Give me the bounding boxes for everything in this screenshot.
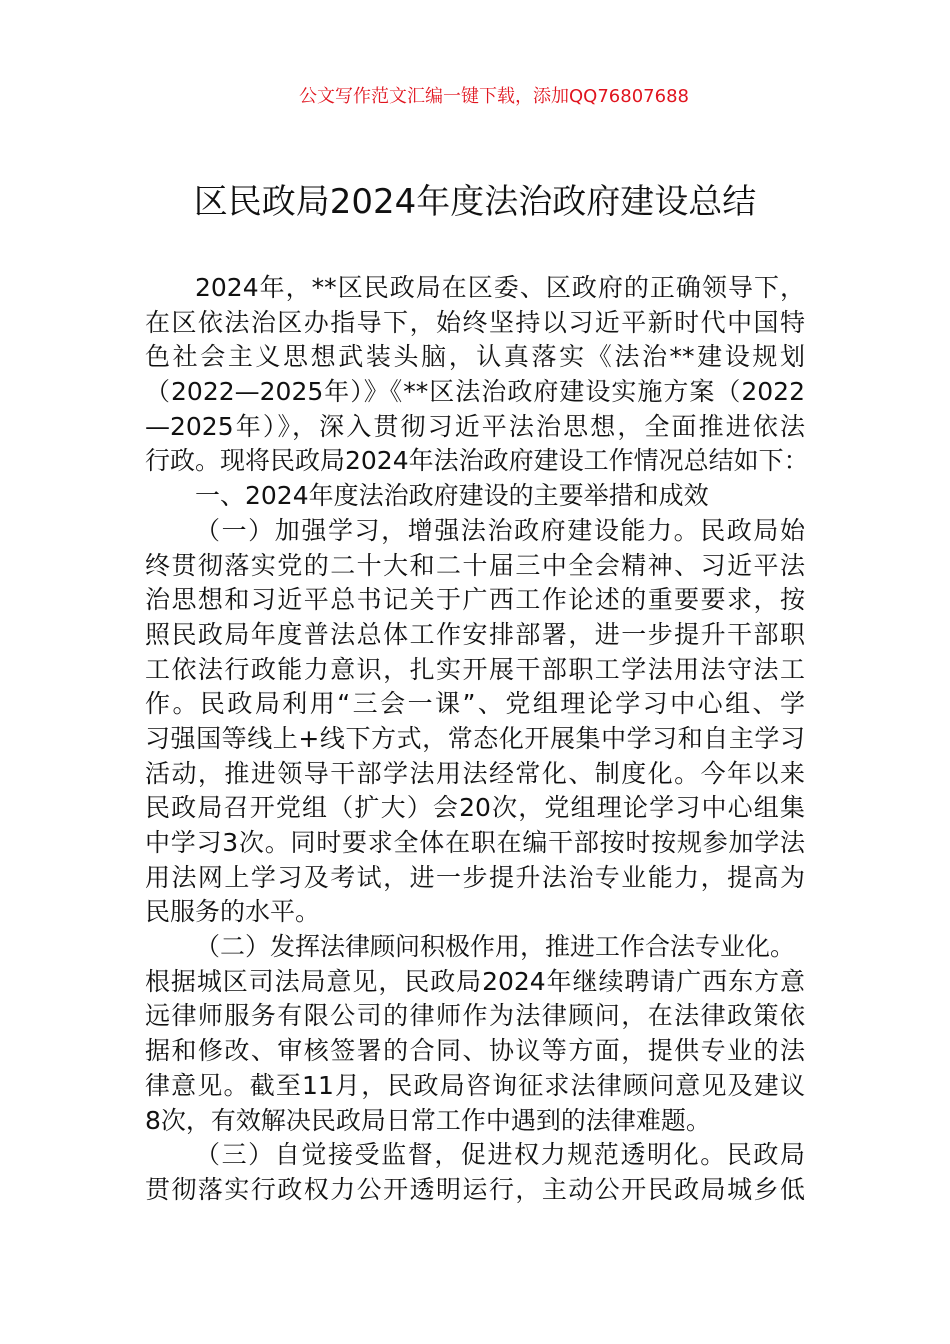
text-line: 用法网上学习及考试，进一步提升法治专业能力，提高为 [145,862,805,892]
paragraph [145,1138,805,1207]
text-line: 律意见。截至11月，民政局咨询征求法律顾问意见及建议 [145,1070,805,1100]
document-body [145,271,809,1208]
paragraph [145,514,805,930]
text-line: 8次，有效解决民政局日常工作中遇到的法律难题。 [145,1105,711,1135]
text-line: 治思想和习近平总书记关于广西工作论述的重要要求，按 [145,585,805,615]
text-line: 活动，推进领导干部学法用法经常化、制度化。今年以来 [145,758,805,788]
text-line: 作。民政局利用“三会一课”、党组理论学习中心组、学 [145,689,805,719]
text-line: 工依法行政能力意识，扎实开展干部职工学法用法守法工 [145,654,805,684]
download-banner-link[interactable]: 公文写作范文汇编一键下载，添加QQ76807688 [299,86,689,107]
text-line: —2025年）》，深入贯彻习近平法治思想，全面推进依法 [145,411,805,441]
section-heading [145,479,805,514]
text-line: 在区依法治区办指导下，始终坚持以习近平新时代中国特 [145,307,805,337]
text-line: 色社会主义思想武装头脑，认真落实《法治**建设规划 [145,342,805,372]
document-title: 区民政局2024年度法治政府建设总结 [193,182,757,222]
paragraph [145,930,805,1138]
paragraph [145,271,809,479]
text-line: 一、2024年度法治政府建设的主要举措和成效 [195,481,709,511]
text-line: 据和修改、审核签署的合同、协议等方面，提供专业的法 [145,1036,805,1066]
text-line: 根据城区司法局意见，民政局2024年继续聘请广西东方意 [145,966,805,996]
text-line: 习强国等线上+线下方式，常态化开展集中学习和自主学习 [145,723,805,753]
text-line: 贯彻落实行政权力公开透明运行，主动公开民政局城乡低 [145,1174,805,1204]
text-line: 民政局召开党组（扩大）会20次，党组理论学习中心组集 [145,793,805,823]
text-line: （二）发挥法律顾问积极作用，推进工作合法专业化。 [195,932,796,962]
text-line: （三）自觉接受监督，促进权力规范透明化。民政局 [195,1140,805,1170]
text-line: （一）加强学习，增强法治政府建设能力。民政局始 [195,515,805,545]
text-line: 照民政局年度普法总体工作安排部署，进一步提升干部职 [145,619,805,649]
text-line: 行政。现将民政局2024年法治政府建设工作情况总结如下： [145,446,809,476]
text-line: 终贯彻落实党的二十大和二十届三中全会精神、习近平法 [145,550,805,580]
text-line: （2022—2025年）》《**区法治政府建设实施方案（2022 [145,377,805,407]
text-line: 2024年，**区民政局在区委、区政府的正确领导下， [195,273,805,302]
text-line: 中学习3次。同时要求全体在职在编干部按时按规参加学法 [145,828,805,857]
text-line: 民服务的水平。 [145,897,321,927]
text-line: 远律师服务有限公司的律师作为法律顾问，在法律政策依 [145,1001,805,1031]
